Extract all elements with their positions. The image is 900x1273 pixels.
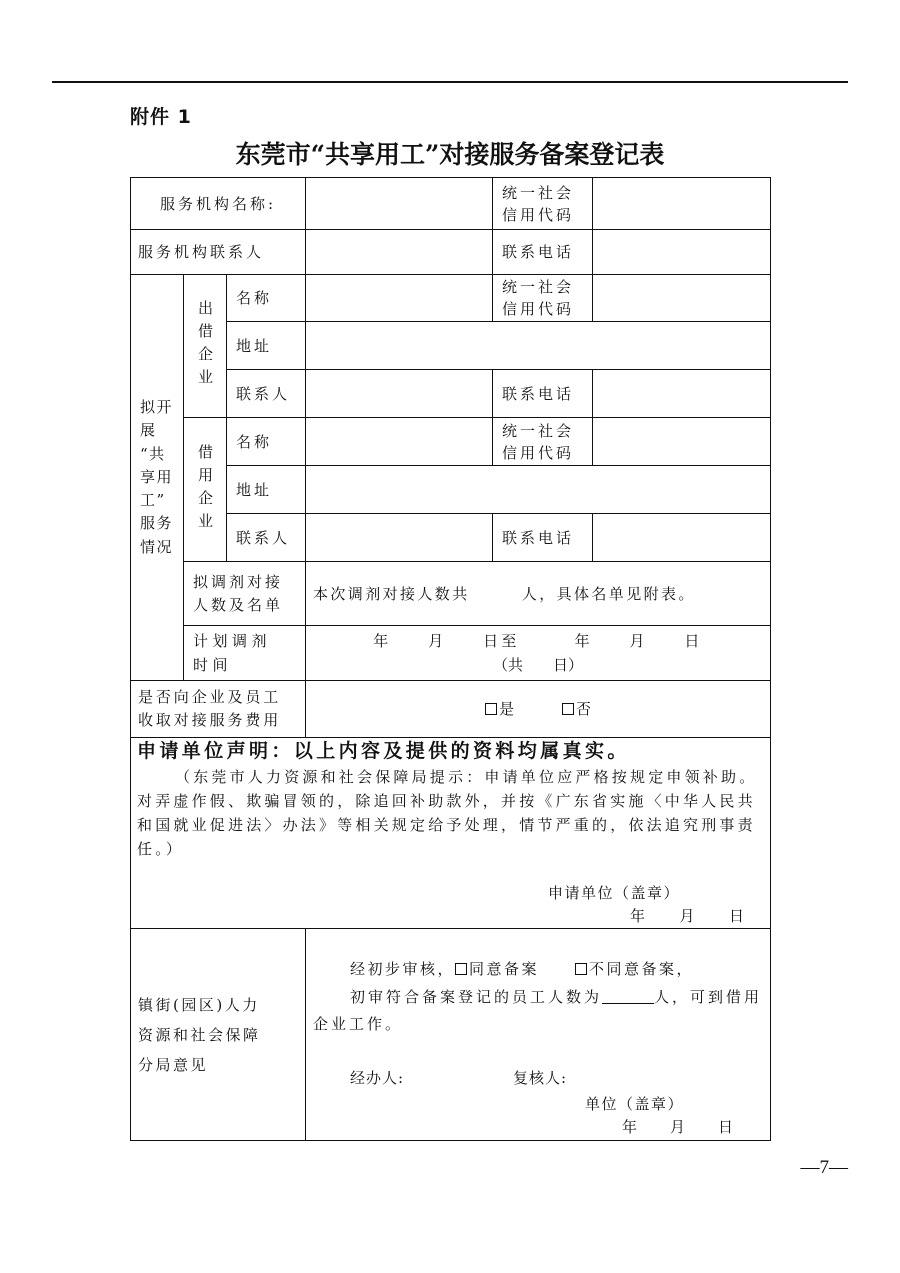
agency-phone-label-cell [492,229,593,275]
period-range: 年 月 日至 年 月 日 [373,632,703,650]
review-option-agree: 同意备案 [469,960,540,978]
borrower-phone-label: 联系电话 [502,528,575,547]
borrower-contact-label-cell [226,513,306,562]
checkbox-icon [575,963,587,975]
headcount-cell [305,561,771,626]
page-number: —7— [800,1157,848,1178]
review-content-cell [305,928,771,1141]
fee-option-yes [485,698,514,720]
lender-phone-label: 联系电话 [502,384,575,403]
service-section-label-cell [130,274,184,681]
service-section-label-line: “共 [140,444,166,463]
lender-address-label-cell [226,321,306,370]
lender-contact-label: 联系人 [236,384,291,403]
borrower-label-cell [183,417,227,562]
borrower-name-label: 名称 [236,432,273,451]
headcount-text: 本次调剂对接人数共 人，具体名单见附表。 [313,584,696,603]
review-date: 年 月 日 [622,1118,735,1136]
review-label-line: 分局意见 [138,1055,209,1074]
service-section-label-line: 展 [140,421,157,440]
review-checker-label: 复核人: [513,1069,568,1087]
headcount-label-cell [183,561,306,626]
review-label-line: 资源和社会保障 [138,1025,261,1044]
borrower-name-field [305,417,493,466]
borrower-address-label: 地址 [236,480,273,499]
borrower-credit-code-label-cell [492,417,593,466]
period-label: 计划调剂时间 [193,632,272,674]
period-label-cell [183,625,306,681]
service-section-label-line: 享用 [140,467,174,486]
declaration-heading: 申请单位声明：以上内容及提供的资料均属真实。 [137,740,630,762]
fee-option-no [562,698,591,720]
borrower-contact-field [305,513,493,562]
declaration-cell [130,737,771,929]
review-decision-line [350,957,694,981]
lender-name-field [305,274,493,322]
review-count-line [350,985,762,1009]
period-cell [305,625,771,681]
review-count-blank [602,988,654,1004]
agency-name-label-cell [130,177,306,230]
declaration-notice-line: 任。） [137,840,185,858]
checkbox-icon [455,963,467,975]
period-total: （共 日） [492,656,583,674]
fee-options-cell [305,680,771,738]
lender-credit-code-field [592,274,771,322]
form-title: 东莞市“共享用工”对接服务备案登记表 [235,140,665,169]
header-rule [52,81,848,83]
agency-contact-field [305,229,493,275]
review-label [138,990,261,1080]
checkbox-icon [485,703,497,715]
agency-name-field [305,177,493,230]
borrower-contact-label: 联系人 [236,528,291,547]
lender-phone-label-cell [492,369,593,418]
borrower-label: 借用企业 [196,443,214,536]
review-option-disagree: 不同意备案， [589,960,695,978]
declaration-notice-line: （东莞市人力资源和社会保障局提示：申请单位应严格按规定申领补助。 [175,768,758,786]
borrower-address-field [305,465,771,514]
lender-contact-field [305,369,493,418]
borrower-name-label-cell [226,417,306,466]
service-section-label-line: 服务 [140,514,174,533]
agency-credit-code-label: 统一社会信用代码 [502,183,575,224]
borrower-address-label-cell [226,465,306,514]
agency-contact-label: 服务机构联系人 [138,243,265,261]
review-unit-stamp-label: 单位（盖章） [585,1095,685,1113]
borrower-credit-code-label: 统一社会信用代码 [502,421,575,462]
fee-option-yes-label: 是 [498,700,514,718]
agency-name-label: 服务机构名称: [159,194,277,213]
lender-contact-label-cell [226,369,306,418]
service-section-label-line: 工” [140,491,166,510]
lender-address-field [305,321,771,370]
lender-phone-field [592,369,771,418]
declaration-notice [137,765,757,861]
agency-phone-label: 联系电话 [502,243,575,261]
lender-label: 出借企业 [196,300,214,392]
review-handler-label: 经办人: [350,1069,405,1087]
attachment-label: 附件 1 [130,106,192,128]
fee-label: 是否向企业及员工收取对接服务费用 [138,688,282,729]
borrower-phone-label-cell [492,513,593,562]
service-section-label-line: 情况 [140,537,174,556]
agency-credit-code-field [592,177,771,230]
review-count-line-continued: 企业工作。 [313,1015,404,1033]
fee-label-cell [130,680,306,738]
lender-credit-code-label-cell [492,274,593,322]
borrower-phone-field [592,513,771,562]
lender-name-label: 名称 [236,289,273,307]
declaration-date: 年 月 日 [630,907,746,925]
fee-option-no-label: 否 [576,700,592,718]
declaration-notice-line: 和国就业促进法〉办法》等相关规定给予处理，情节严重的，依法追究刑事责 [137,816,756,834]
lender-address-label: 地址 [236,336,273,355]
agency-contact-label-cell [130,229,306,275]
lender-label-cell [183,274,227,418]
service-section-label-line: 拟开 [140,397,174,416]
review-label-line: 镇街(园区)人力 [138,995,260,1014]
agency-phone-field [592,229,771,275]
review-count-prefix: 初审符合备案登记的员工人数为 [350,988,603,1006]
borrower-credit-code-field [592,417,771,466]
declaration-signature-label: 申请单位（盖章） [548,884,681,902]
lender-name-label-cell [226,274,306,322]
review-label-cell [130,928,306,1141]
checkbox-icon [562,703,574,715]
declaration-notice-line: 对弄虚作假、欺骗冒领的，除追回补助款外，并按《广东省实施〈中华人民共 [137,792,756,810]
agency-credit-code-label-cell [492,177,593,230]
headcount-label: 拟调剂对接人数及名单 [193,572,284,614]
review-count-suffix: 人，可到借用 [654,988,763,1006]
lender-credit-code-label: 统一社会信用代码 [502,278,575,318]
service-section-label [140,396,173,559]
review-prefix: 经初步审核， [350,960,456,978]
